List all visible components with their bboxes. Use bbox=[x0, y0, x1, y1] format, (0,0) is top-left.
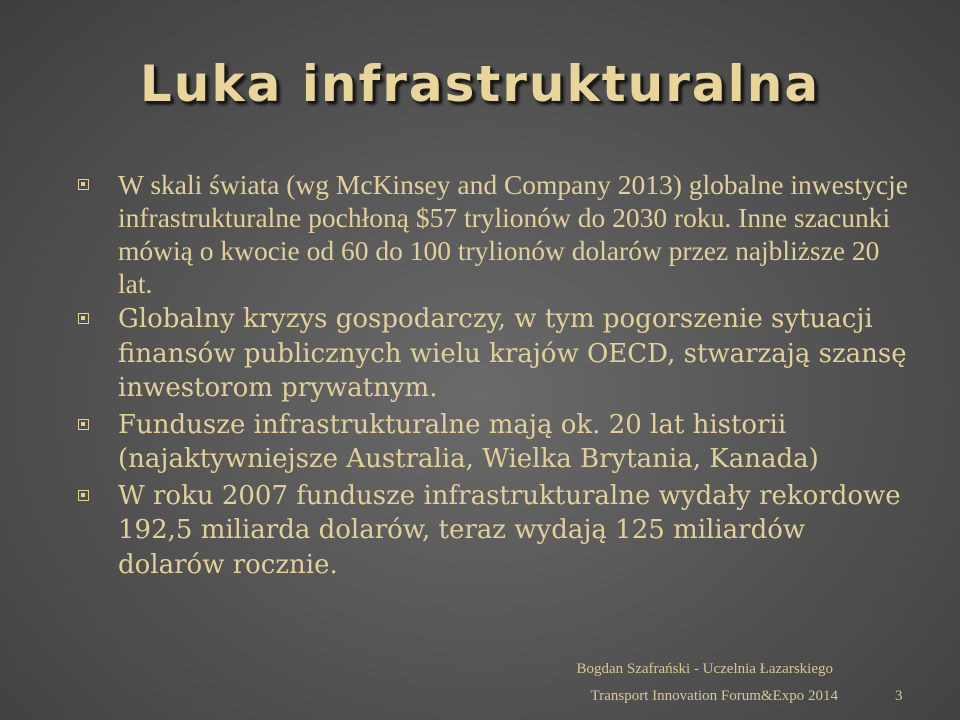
bullet-list bbox=[70, 168, 910, 584]
bullet-text: W roku 2007 fundusze infrastrukturalne wydały rekordowe 192,5 miliarda dolarów, teraz wydają 125 miliardów dolarów rocznie. bbox=[118, 480, 901, 580]
square-bullet-icon bbox=[78, 313, 89, 324]
bullet-text: W skali świata (wg McKinsey and Company 2013) globalne inwestycje infrastrukturalne pochłoną $57 trylionów do 2030 roku. Inne szacunki mówią o kwocie od 60 do 100 trylionów dolarów przez najbliższe 20 lat. bbox=[118, 169, 908, 299]
square-bullet-icon bbox=[78, 419, 89, 430]
bullet-item bbox=[70, 479, 910, 583]
square-bullet-icon bbox=[78, 179, 89, 190]
square-bullet-icon bbox=[78, 490, 89, 501]
bullet-item bbox=[70, 408, 910, 477]
bullet-item bbox=[70, 168, 910, 300]
footer-event: Transport Innovation Forum&Expo 2014 bbox=[590, 688, 838, 704]
bullet-text: Globalny kryzys gospodarczy, w tym pogorszenie sytuacji finansów publicznych wielu krajów OECD, stwarzają szansę inwestorom prywatnym. bbox=[118, 304, 907, 403]
bullet-item bbox=[70, 302, 910, 406]
bullet-text: Fundusze infrastrukturalne mają ok. 20 lat historii (najaktywniejsze Australia, Wielka Brytania, Kanada) bbox=[118, 409, 819, 474]
footer-author: Bogdan Szafrański - Uczelnia Łazarskiego bbox=[576, 661, 833, 677]
slide-title: Luka infrastrukturalna bbox=[139, 55, 821, 113]
page-number: 3 bbox=[895, 688, 903, 704]
